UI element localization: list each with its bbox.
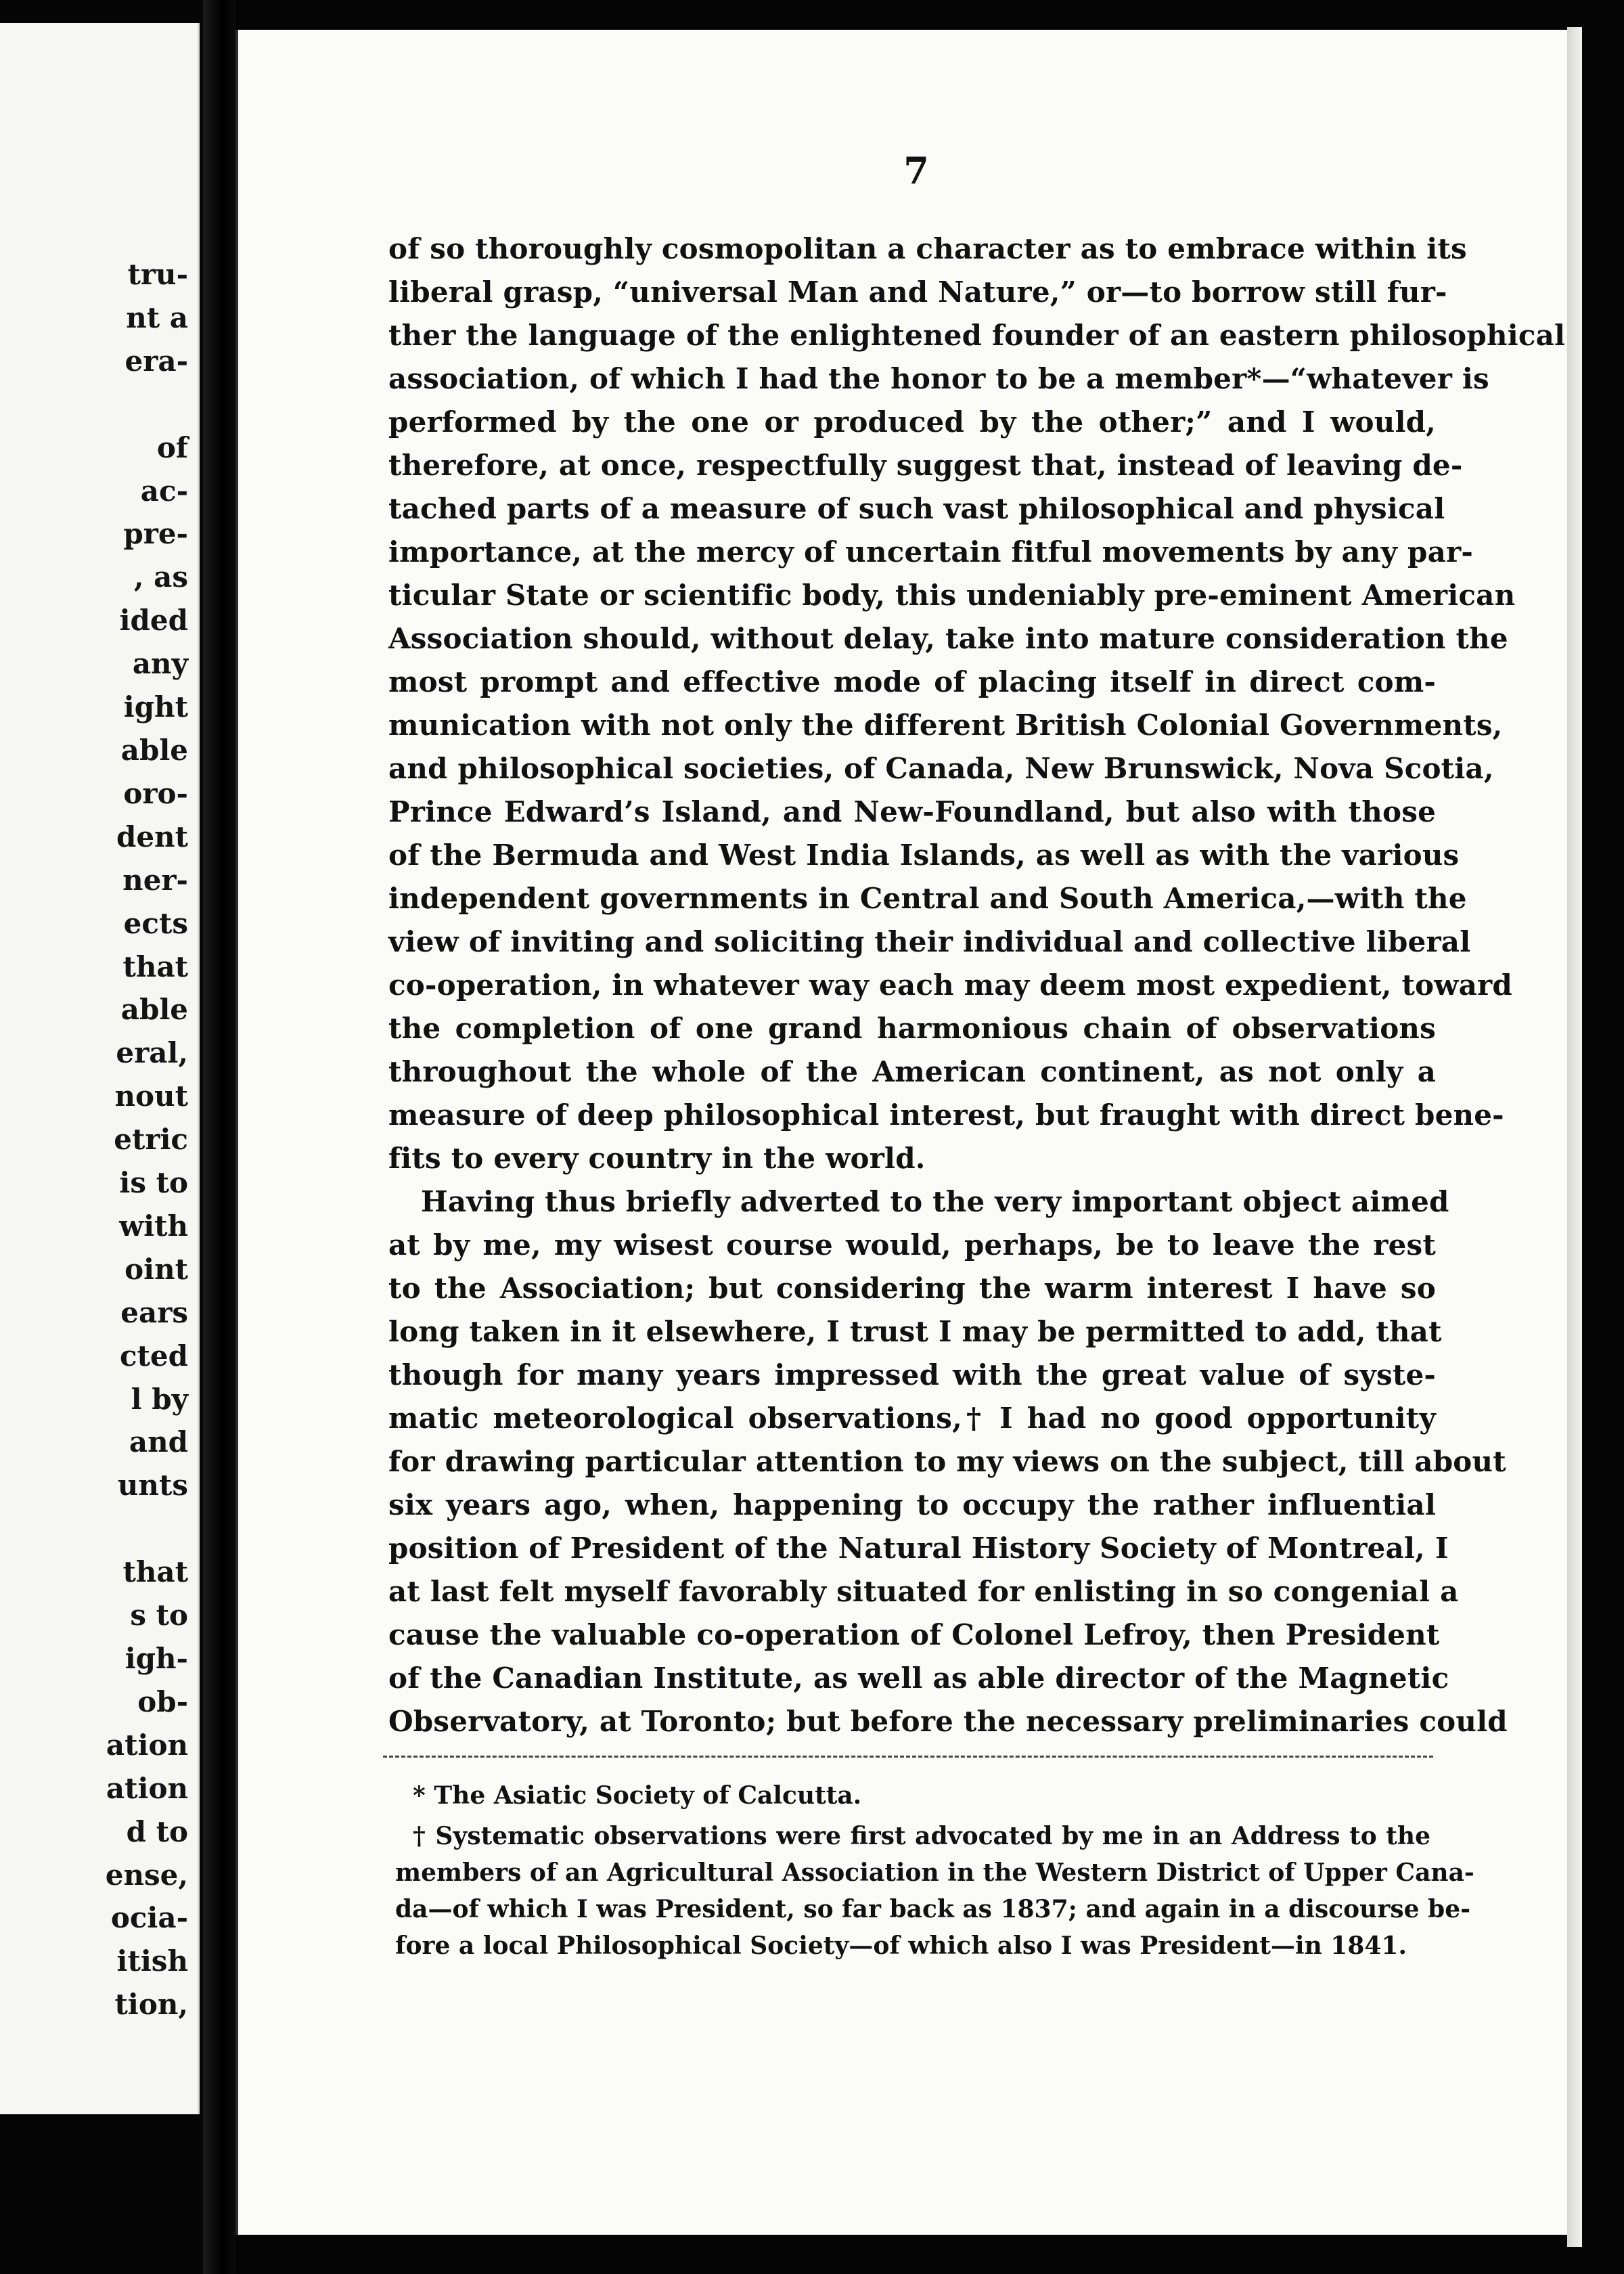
left-fragment: unts bbox=[117, 1469, 188, 1502]
text-line: of the Canadian Institute, as well as able director of the Magnetic bbox=[388, 1662, 1449, 1695]
text-line: co-operation, in whatever way each may deem most expedient, toward bbox=[388, 968, 1512, 1002]
text-line: therefore, at once, respectfully suggest that, instead of leaving de- bbox=[388, 449, 1463, 482]
footnote-line: members of an Agricultural Association in the Western District of Upper Cana- bbox=[395, 1858, 1474, 1887]
left-fragment: with bbox=[118, 1209, 188, 1243]
left-fragment: dent bbox=[116, 820, 188, 853]
text-line: independent governments in Central and South America,—with the bbox=[388, 882, 1467, 915]
text-line: at by me, my wisest course would, perhaps, be to leave the rest bbox=[388, 1228, 1436, 1262]
text-line: tached parts of a measure of such vast philosophical and physical bbox=[388, 492, 1445, 525]
text-line: Prince Edward’s Island, and New-Foundland, but also with those bbox=[388, 795, 1436, 828]
footnotes bbox=[395, 1777, 1474, 1964]
text-line: long taken in it elsewhere, I trust I may be permitted to add, that bbox=[388, 1315, 1442, 1348]
left-fragment: is to bbox=[119, 1166, 188, 1200]
text-line: to the Association; but considering the warm interest I have so bbox=[388, 1272, 1436, 1305]
left-fragment bbox=[106, 1507, 188, 1551]
left-fragment: tru- bbox=[127, 258, 188, 291]
left-fragment: cted bbox=[119, 1339, 188, 1373]
text-line: at last felt myself favorably situated for enlisting in so congenial a bbox=[388, 1575, 1459, 1608]
text-line: though for many years impressed with the great value of syste- bbox=[388, 1358, 1436, 1391]
left-fragment: ight bbox=[123, 690, 188, 724]
footnote-line: da—of which I was President, so far back as 1837; and again in a discourse be- bbox=[395, 1895, 1471, 1923]
text-line: the completion of one grand harmonious chain of observations bbox=[388, 1012, 1436, 1045]
left-fragment: ears bbox=[120, 1295, 188, 1329]
text-line: fits to every country in the world. bbox=[388, 1142, 926, 1175]
footnote-line: † Systematic observations were first advocated by me in an Address to the bbox=[413, 1822, 1430, 1850]
text-line: of the Bermuda and West India Islands, as well as with the various bbox=[388, 839, 1460, 872]
text-line: position of President of the Natural History Society of Montreal, I bbox=[388, 1532, 1449, 1565]
page-number: 7 bbox=[903, 149, 929, 192]
left-fragment bbox=[106, 383, 188, 426]
text-line: performed by the one or produced by the other;” and I would, bbox=[388, 405, 1436, 439]
left-fragment: able bbox=[120, 993, 188, 1027]
left-fragment: l by bbox=[131, 1382, 188, 1416]
text-line: liberal grasp, “universal Man and Nature,” or—to borrow still fur- bbox=[388, 275, 1447, 309]
text-line: ther the language of the enlightened founder of an eastern philosophical bbox=[388, 319, 1566, 352]
left-fragment: oint bbox=[125, 1252, 188, 1286]
text-line: throughout the whole of the American continent, as not only a bbox=[388, 1055, 1436, 1088]
footnote-divider bbox=[383, 1756, 1433, 1758]
left-fragment: that bbox=[122, 950, 188, 983]
page-edge bbox=[1567, 27, 1582, 2247]
left-page-fragment bbox=[0, 23, 200, 2114]
left-fragment: eral, bbox=[116, 1036, 188, 1070]
text-line: cause the valuable co-operation of Colonel Lefroy, then President bbox=[388, 1618, 1440, 1651]
left-fragment: any bbox=[132, 647, 188, 681]
body-text bbox=[388, 227, 1566, 1743]
left-fragment: ac- bbox=[140, 474, 188, 508]
left-fragment: igh- bbox=[125, 1642, 188, 1675]
left-fragment: pre- bbox=[123, 517, 188, 551]
book-gutter bbox=[203, 0, 235, 2274]
text-line: munication with not only the different British Colonial Governments, bbox=[388, 709, 1503, 742]
text-line: and philosophical societies, of Canada, New Brunswick, Nova Scotia, bbox=[388, 752, 1494, 785]
left-fragment: and bbox=[129, 1425, 188, 1459]
text-line: Having thus briefly adverted to the very important object aimed bbox=[421, 1185, 1449, 1218]
footnote-line: * The Asiatic Society of Calcutta. bbox=[413, 1781, 862, 1810]
left-fragment: d to bbox=[126, 1814, 188, 1848]
text-line: most prompt and effective mode of placing itself in direct com- bbox=[388, 665, 1436, 698]
text-line: Association should, without delay, take into mature consideration the bbox=[388, 622, 1508, 655]
left-fragment: ation bbox=[106, 1728, 188, 1762]
text-line: six years ago, when, happening to occupy the rather influential bbox=[388, 1488, 1436, 1521]
left-fragment: etric bbox=[114, 1123, 188, 1157]
text-line: Observatory, at Toronto; but before the necessary preliminaries could bbox=[388, 1705, 1508, 1738]
left-fragment: era- bbox=[125, 344, 188, 378]
left-fragment: ob- bbox=[137, 1685, 188, 1718]
left-fragment: s to bbox=[130, 1599, 188, 1632]
left-fragment: ocia- bbox=[110, 1901, 188, 1935]
left-fragment: ense, bbox=[105, 1858, 188, 1892]
left-fragment: , as bbox=[133, 560, 188, 594]
text-line: for drawing particular attention to my views on the subject, till about bbox=[388, 1445, 1506, 1478]
left-fragment: ation bbox=[106, 1771, 188, 1805]
left-fragment: ner- bbox=[122, 863, 188, 897]
left-fragment: of bbox=[156, 430, 188, 464]
left-fragment: oro- bbox=[123, 776, 188, 810]
footnote-line: fore a local Philosophical Society—of which also I was President—in 1841. bbox=[395, 1932, 1407, 1960]
left-fragment: tion, bbox=[114, 1988, 188, 2022]
text-line: measure of deep philosophical interest, but fraught with direct bene- bbox=[388, 1098, 1504, 1132]
text-line: of so thoroughly cosmopolitan a character as to embrace within its bbox=[388, 232, 1467, 265]
left-fragment: ided bbox=[119, 604, 188, 638]
left-fragment: nout bbox=[114, 1079, 188, 1113]
text-line: matic meteorological observations,† I had no good opportunity bbox=[388, 1402, 1436, 1435]
text-line: association, of which I had the honor to be a member*—“whatever is bbox=[388, 362, 1489, 395]
left-page-text bbox=[106, 253, 188, 2026]
left-fragment: itish bbox=[116, 1944, 188, 1978]
left-fragment: able bbox=[120, 733, 188, 767]
text-line: view of inviting and soliciting their individual and collective liberal bbox=[388, 925, 1471, 958]
left-fragment: nt a bbox=[126, 300, 188, 334]
left-fragment: that bbox=[122, 1555, 188, 1589]
text-line: importance, at the mercy of uncertain fitful movements by any par- bbox=[388, 535, 1473, 568]
left-fragment: ects bbox=[123, 906, 188, 940]
text-line: ticular State or scientific body, this undeniably pre-eminent American bbox=[388, 579, 1516, 612]
